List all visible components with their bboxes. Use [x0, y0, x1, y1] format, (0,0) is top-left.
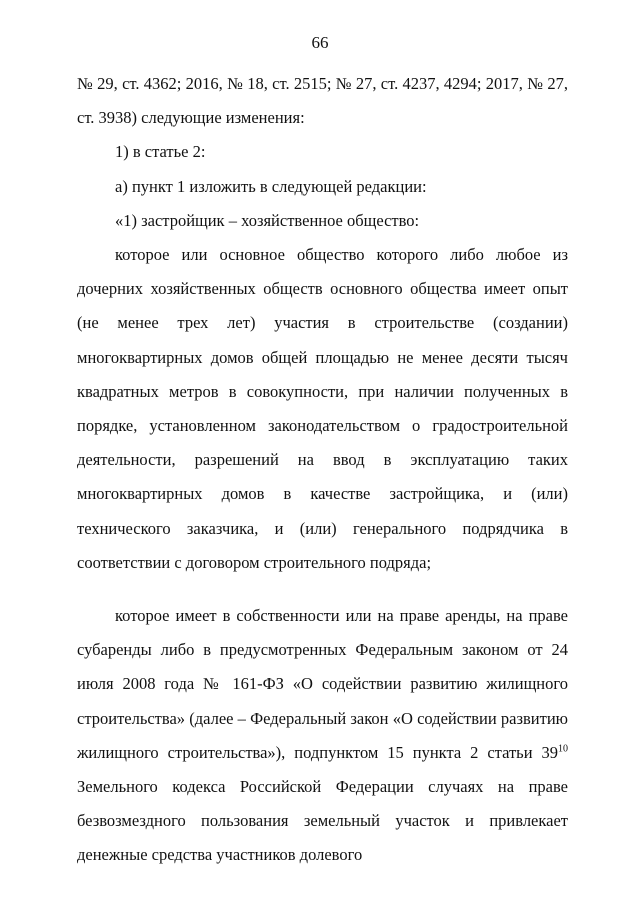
land-condition-text-end: Земельного кодекса Российской Федерации случаях на праве безвозмездного пользования земельный участок и привлекает денежные средства участников долевого — [77, 777, 568, 865]
paragraph-experience-condition: которое или основное общество которого либо любое из дочерних хозяйственных обществ основного общества имеет опыт (не менее трех лет) участия в строительстве (создании) многоквартирных домов общей площадью не менее десяти тысяч квадратных метров в совокупности, при наличии полученных в порядке, установленном законодательством о градостроительной деятельности, разрешений на ввод в эксплуатацию таких многоквартирных домов в качестве застройщика, и (или) технического заказчика, и (или) генерального подрядчика в соответствии с договором строительного подряда; — [77, 245, 568, 572]
document-body — [77, 67, 568, 873]
paragraph-developer-definition: «1) застройщик – хозяйственное общество: — [115, 210, 420, 230]
superscript-article-number: 10 — [558, 743, 568, 755]
paragraph-continuation: № 29, ст. 4362; 2016, № 18, ст. 2515; № 27, ст. 4237, 4294; 2017, № 27, ст. 3938) следующие изменения: — [77, 74, 568, 128]
page-number: 66 — [311, 33, 329, 52]
paragraph-point-a: а) пункт 1 изложить в следующей редакции: — [115, 176, 427, 196]
paragraph-land-condition — [77, 599, 568, 873]
paragraph-article-2: 1) в статье 2: — [115, 142, 206, 162]
land-condition-text-start: которое имеет в собственности или на праве аренды, на праве субаренды либо в предусмотренных Федеральным законом от 24 июля 2008 года № 161-ФЗ «О содействии развитию жилищного строительства» (далее – Федеральный закон «О содействии развитию жилищного строительства»), подпунктом 15 пункта 2 статьи 39 — [77, 606, 568, 762]
